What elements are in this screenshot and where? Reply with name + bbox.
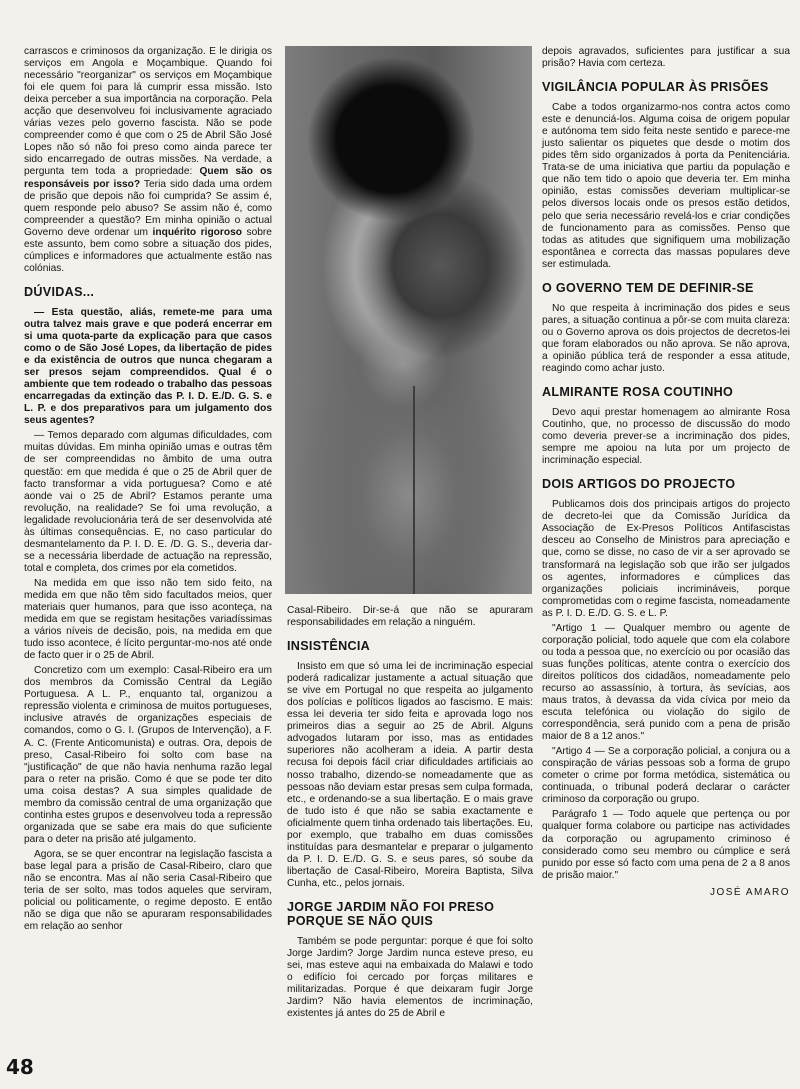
paragraph: Casal-Ribeiro. Dir-se-á que não se apuraram responsabilidades em relação a ninguém. (287, 605, 533, 629)
paragraph: Na medida em que isso não tem sido feito, na medida em que não têm sido facultados meios, quer materiais quer humanos, para que isso aconteça, na medida em que se registam hesitações variadíssimas a vários níveis de decisão, pois, na medida em que tudo isso acontece, é lícito perguntar-mo-nos até onde de facto quer ir o 25 de Abril. (24, 577, 272, 662)
paragraph: — Temos deparado com algumas dificuldades, com muitas dúvidas. Em minha opinião umas e outras têm de ser compreendidas no âmbito de uma outra questão: em que medida é que o 25 de Abril quer de facto transformar a vida portuguesa? Como e até aonde vai o 25 de Abril? Estamos perante uma revolução, na realidade? Se foi uma revolução, a legalidade revolucionária terá de ser desenvolvida até às últimas consequências. E, no caso particular do desmantelamento da P. I. D. E. /D. G. S., deveria dar-se a necessária liberdade de actuação na repressão, total e completa, dos crimes por ela cometidos. (24, 430, 272, 574)
author-signature: JOSÉ AMARO (709, 886, 790, 898)
paragraph: Publicamos dois dos principais artigos do projecto de decreto-lei que da Comissão Jurídica da Associação de Ex-Presos Políticos Antifascistas desceu ao Conselho de Ministros para apreciação e que, como se disse, no caso de vir a ser aprovado se transformará na legislação sob que irão ser julgados os agentes, informadores e cúmplices das organizações policiais incrimináveis, porque comprometidas com o regime fascista, nomeadamente as P. I. D. E./D. G. S. e L. P. (542, 499, 791, 619)
paragraph: No que respeita à incriminação dos pides e seus pares, a situação continua a pôr-se com muita clareza: ou o Governo aprova os dois projectos de decretos-lei que foram elaborados ou não aprova. Se não aprova, a opinião pública terá de responder a essa atitude, reagindo como achar justo. (542, 302, 790, 374)
section-heading: VIGILÂNCIA POPULAR ÀS PRISÕES (542, 80, 769, 95)
column-middle (287, 605, 533, 1023)
paragraph: — Esta questão, aliás, remete-me para uma outra talvez mais grave e que poderá encerrar em si uma quota-parte da explicação para que casos como o de São José Lopes, da libertação de pides e da existência de outros que nunca chegaram a ser presos sejam compreendidos. Qual é o ambiente que tem rodeado o trabalho das pessoas encarregadas da extinção das P. I. D. E./D. G. S. e L. P. e dos preparativos para um julgamento dos seus agentes? (24, 306, 272, 427)
paragraph: "Artigo 4 — Se a corporação policial, a conjura ou a conspiração de várias pessoas sob a forma de grupo cometer o crime por forma metódica, sistemática ou continuada, o tribunal poderá declarar o carácter criminoso da corporação ou grupo. (542, 746, 790, 806)
section-heading: O GOVERNO TEM DE DEFINIR-SE (542, 280, 754, 295)
section-heading: DOIS ARTIGOS DO PROJECTO (542, 477, 736, 492)
paragraph: Agora, se se quer encontrar na legislação fascista a base legal para a prisão de Casal-Ribeiro, claro que não se encontra. Mas aí não seria Casal-Ribeiro que teria de ser solto, mas todos aqueles que serviram, policial ou politicamente, o regime deposto. E então não se diga que não se apuraram responsabilidades em relação ao senhor (24, 848, 272, 933)
paragraph: Também se pode perguntar: porque é que foi solto Jorge Jardim? Jorge Jardim nunca esteve preso, eu sei, mas esteve aqui na embaixada do Malawi e todo o edifício foi cercado por forças militares e militarizadas. Porque é que deixaram fugir Jorge Jardim? Não havia elementos de incriminação, existentes já antes do 25 de Abril e (287, 935, 533, 1020)
page-number: 48 (6, 1055, 34, 1079)
photo-shirt-detail (413, 386, 415, 594)
portrait-photo (285, 46, 532, 594)
paragraph: Parágrafo 1 — Todo aquele que pertença ou por qualquer forma colabore ou participe nas actividades da corporação ou agrupamento criminoso é considerado como seu membro ou cúmplice e será punido por esse só facto com uma pena de 2 a 8 anos de prisão maior." (542, 809, 790, 881)
column-right (542, 46, 790, 899)
paragraph: Insisto em que só uma lei de incriminação especial poderá radicalizar justamente a actual situação que se vive em Portugal no que respeita ao julgamento dos polícias e políticos ligados ao fascismo. E mais: essa lei deveria ter sido feita e aprovada logo nos primeiros dias a seguir ao 25 de Abril. Alguns advogados lutaram por isso, mas as entidades superiores não acolheram a ideia. A partir desta recusa foi depois fácil criar dificuldades artificiais ao nosso trabalho, dizendo-se nomeadamente que as pessoas não deviam estar presas sem culpa formada, etc., e ordenando-se a sua libertação. E o mais grave de tudo isto é que não se sabia exactamente e oficialmente quem tinha ordenado tais libertações. Eu, por exemplo, que trabalho em duas comissões instituídas para desmantelar e preparar o julgamento da P. I. D. E./D. G. S. e seus pares, só soube da libertação de Casal-Ribeiro, Moreira Baptista, Silva Cunha, etc., pelos jornais. (287, 661, 533, 889)
section-heading: ALMIRANTE ROSA COUTINHO (542, 385, 734, 400)
paragraph: Devo aqui prestar homenagem ao almirante Rosa Coutinho, que, no processo de discussão do modo como deveria prever-se a incriminação dos pides, sempre me apoiou na luta por um projecto de incriminação especial. (542, 407, 790, 467)
section-heading: INSISTÊNCIA (287, 639, 371, 654)
section-heading: JORGE JARDIM NÃO FOI PRESO PORQUE SE NÃO QUIS (287, 899, 495, 928)
column-left (24, 46, 272, 936)
paragraph: Concretizo com um exemplo: Casal-Ribeiro era um dos membros da Comissão Central da Legião Portuguesa. A L. P., enquanto tal, organizou a repressão violenta e criminosa de muitos portugueses, inclusive através de organizações especiais de comandos, como o G. I. (Grupos de Intervenção), a F. A. C. (Frente Anticomunista) e outras. Ora, depois de preso, Casal-Ribeiro foi solto com base na "justificação" de que não havia nenhuma razão legal para o reter na prisão. Como é que se pode ter dito uma coisa destas? A sua simples qualidade de membro da comissão central de uma organização que continha estes grupos e desenvolveu toda a repressão organizada que se sabe era mais do que suficiente para o deter na prisão até julgamento. (24, 665, 272, 845)
section-heading: DÚVIDAS... (24, 284, 95, 299)
paragraph: "Artigo 1 — Qualquer membro ou agente de corporação policial, todo aquele que com ela colabore ou toda a pessoa que, no exercício ou por ocasião das suas funções políticas, atente contra o exercício dos direitos políticos dos cidadãos, nomeadamente pelo recurso ao assassínio, à tortura, às sevícias, aos maus tratos, à devassa da vida cívica por meio da escuta telefónica ou violação do sigilo de correspondência, será punido com a pena de prisão maior de 8 a 12 anos." (542, 622, 790, 743)
paragraph: depois agravados, suficientes para justificar a sua prisão? Havia com certeza. (542, 46, 790, 70)
paragraph: Cabe a todos organizarmo-nos contra actos como este e denunciá-los. Alguma coisa de origem popular e autónoma tem sido feita neste sentido e parece-me justo salientar os piquetes que desde o motim dos pides têm sido organizados à porta da Penitenciária. Trata-se de uma iniciativa que partiu da população e que não tem tido o apoio que deveria ter. Em minha opinião, estas comissões deveriam multiplicar-se pelos diversos locais onde os presos estão detidos, pelo que seria necessário revelá-los e criar condições de funcionamento para as comissões. Penso que todas as atitudes que signifiquem uma mobilização espontânea e correcta das massas populares deve ser estimulada. (542, 102, 790, 270)
paragraph: carrascos e criminosos da organização. E le dirigia os serviços em Angola e Moçambique. Quando foi necessário "reorganizar" os serviços em Moçambique foi ele quem foi para lá cumprir essa missão. Isto deixa perceber a sua importância na corporação. Pela acção que desenvolveu foi inclusivamente agraciado várias vezes pelo governo fascista. Não se pode compreender como é que com o 25 de Abril São José Lopes não só não foi preso como ainda parece ter sido encarregado de outras missões. Na verdade, a pergunta tem toda a propriedade: Quem são os responsáveis por isso? Teria sido dada uma ordem de prisão que depois não foi cumprida? Se assim é, quem responde pelo abuso? Se assim não é, como compreender a questão? Em minha opinião o actual Governo deve ordenar um inquérito rigoroso sobre este assunto, bem como sobre a situação dos pides, cúmplices e informadores que actualmente estão nas colónias. (24, 46, 272, 274)
